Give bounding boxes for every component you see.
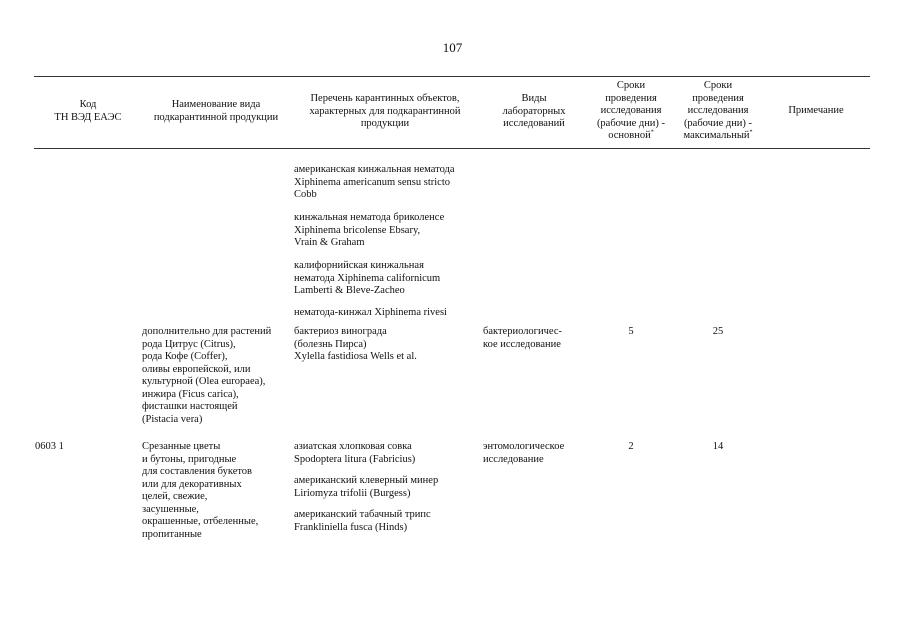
block2-object: бактериоз винограда (болезнь Пирса) Xylella fastidiosa Wells et al. xyxy=(294,326,417,362)
table-header-bottom-border xyxy=(34,148,870,149)
table-top-border xyxy=(34,76,870,77)
header-note: Примечание xyxy=(788,105,844,116)
block3-code: 0603 1 xyxy=(35,441,64,452)
header-quarantine-objects: Перечень карантинных объектов, характерных для подкарантинной продукции xyxy=(309,93,461,129)
block2-term-max: 25 xyxy=(712,326,724,337)
block3-term-basic: 2 xyxy=(628,441,634,452)
header-term-max-text: Сроки проведения исследования (рабочие дни) - максимальный xyxy=(683,80,753,141)
header-term-basic xyxy=(588,80,674,143)
block2-product: дополнительно для растений рода Цитрус (Citrus), рода Кофе (Coffer), оливы европейской, или культурной (Olea europaea), инжира (Ficus carica), фисташки настоящей (Pistacia vera) xyxy=(142,326,272,425)
header-product: Наименование вида подкарантинной продукции xyxy=(153,99,279,123)
header-term-basic-text: Сроки проведения исследования (рабочие дни) - основной xyxy=(596,80,666,141)
block3-term-max: 14 xyxy=(712,441,724,452)
header-code: Код ТН ВЭД ЕАЭС xyxy=(54,99,122,123)
block3-product: Срезанные цветы и бутоны, пригодные для составления букетов или для декоративных целей, свежие, засушенные, окрашенные, отбеленные, пропитанные xyxy=(142,441,259,540)
block1-object-4: нематода-кинжал Xiphinema rivesi xyxy=(294,307,447,318)
block1-object-2: кинжальная нематода бриколенсе Xiphinema bricolense Ebsary, Vrain & Graham xyxy=(294,212,445,248)
header-term-max-footnote-mark: * xyxy=(749,129,753,136)
block2-lab: бактериологичес- кое исследование xyxy=(483,326,562,350)
header-lab-research: Виды лабораторных исследований xyxy=(502,93,566,129)
block2-term-basic: 5 xyxy=(628,326,634,337)
header-term-basic-footnote-mark: * xyxy=(650,129,654,136)
block1-object-3: калифорнийская кинжальная нематода Xiphinema californicum Lamberti & Bleve-Zacheo xyxy=(294,260,441,296)
block1-object-1: американская кинжальная нематода Xiphinema americanum sensu stricto Cobb xyxy=(294,164,455,200)
header-term-max xyxy=(674,80,762,143)
block3-object-1: азиатская хлопковая совка Spodoptera litura (Fabricius) xyxy=(294,441,416,465)
block3-object-3: американский табачный трипс Frankliniella fusca (Hinds) xyxy=(294,509,431,533)
block3-lab: энтомологическое исследование xyxy=(483,441,565,465)
block3-object-2: американский клеверный минер Liriomyza trifolii (Burgess) xyxy=(294,475,439,499)
page-number: 107 xyxy=(442,40,463,55)
